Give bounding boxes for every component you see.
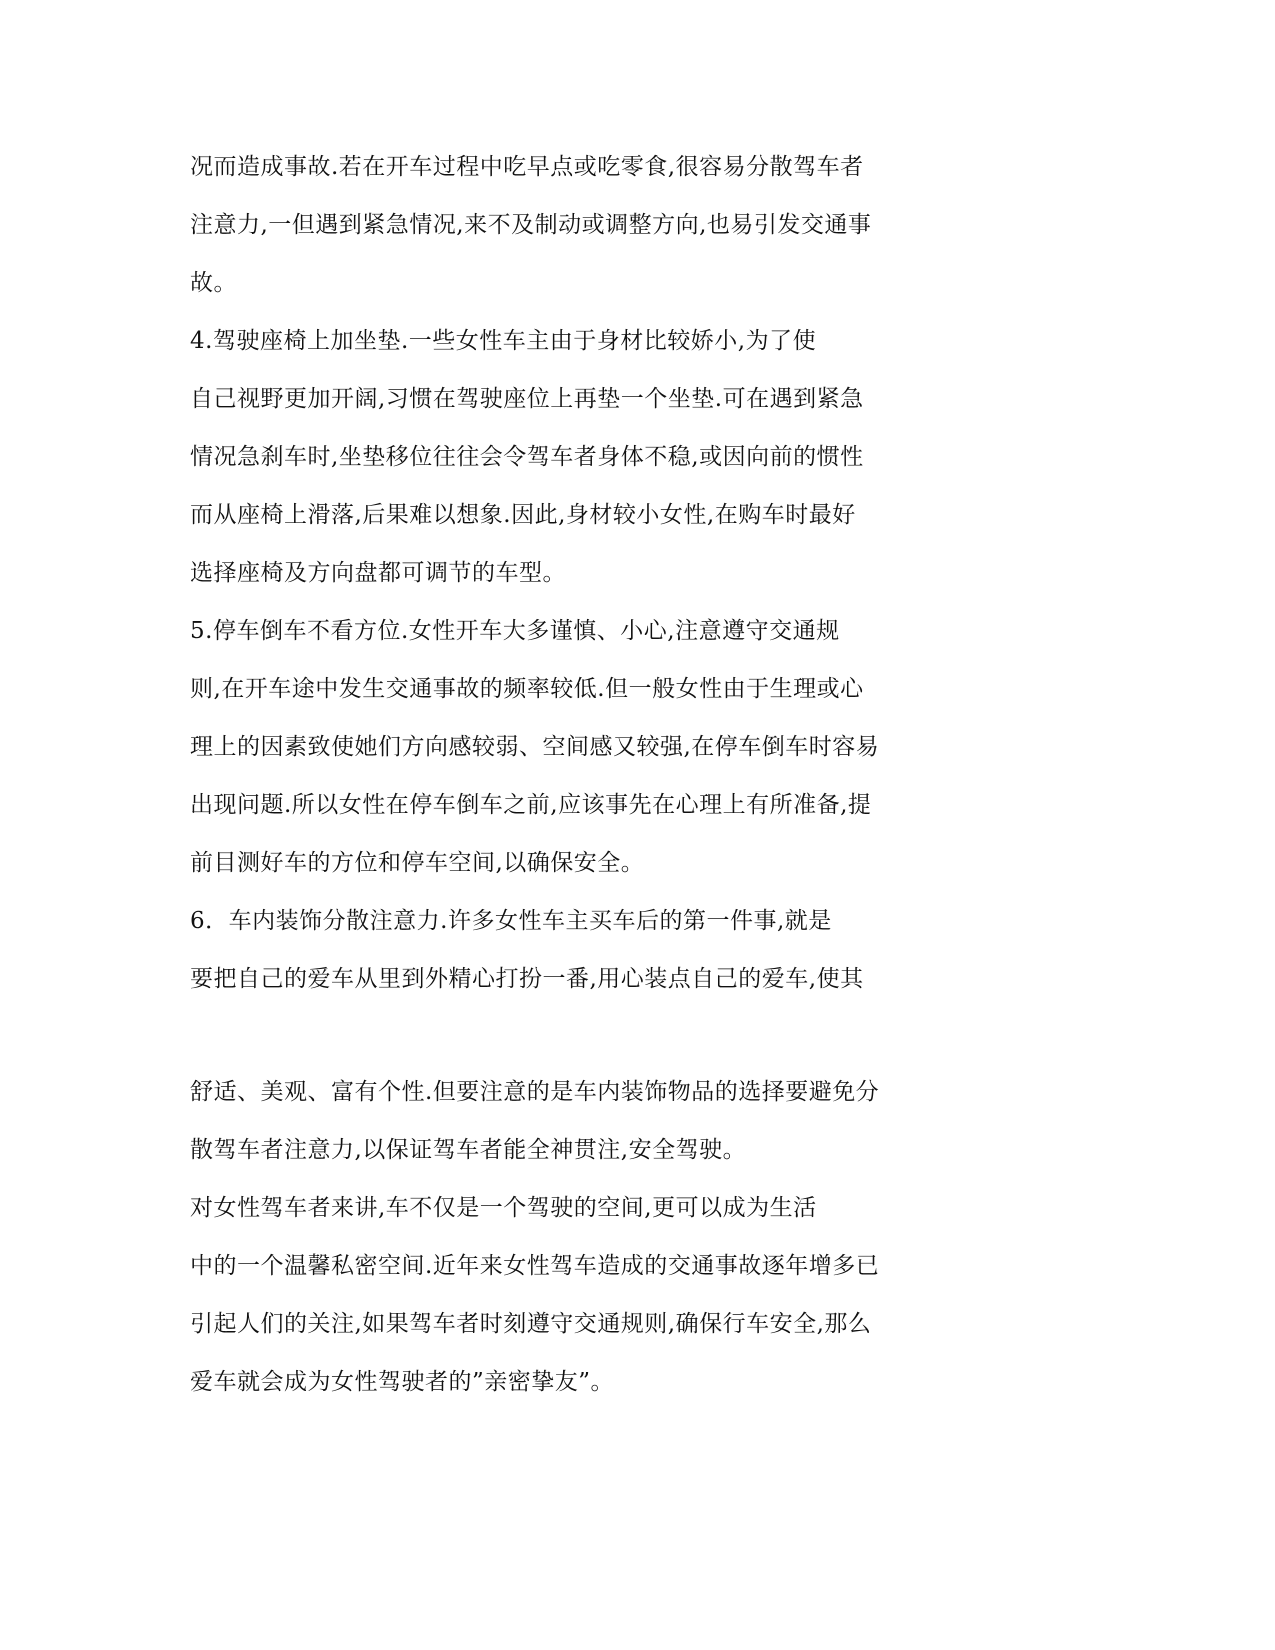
text-line: 对女性驾车者来讲,车不仅是一个驾驶的空间,更可以成为生活	[190, 1195, 817, 1221]
text-line: 要把自己的爱车从里到外精心打扮一番,用心装点自己的爱车,使其	[190, 966, 864, 992]
text-line: 出现问题.所以女性在停车倒车之前,应该事先在心理上有所准备,提	[190, 792, 872, 818]
text-line: 舒适、美观、富有个性.但要注意的是车内装饰物品的选择要避免分	[190, 1079, 880, 1105]
text-line: 注意力,一但遇到紧急情况,来不及制动或调整方向,也易引发交通事	[190, 212, 872, 238]
text-line: 况而造成事故.若在开车过程中吃早点或吃零食,很容易分散驾车者	[190, 154, 864, 180]
text-line: 5.停车倒车不看方位.女性开车大多谨慎、小心,注意遵守交通规	[190, 618, 840, 644]
text-line: 6．车内装饰分散注意力.许多女性车主买车后的第一件事,就是	[190, 908, 832, 934]
text-line: 4.驾驶座椅上加坐垫.一些女性车主由于身材比较娇小,为了使	[190, 328, 817, 354]
text-line: 散驾车者注意力,以保证驾车者能全神贯注,安全驾驶。	[190, 1137, 747, 1163]
text-line: 情况急刹车时,坐垫移位往往会令驾车者身体不稳,或因向前的惯性	[190, 444, 864, 470]
text-line: 理上的因素致使她们方向感较弱、空间感又较强,在停车倒车时容易	[190, 734, 880, 760]
text-line: 而从座椅上滑落,后果难以想象.因此,身材较小女性,在购车时最好	[190, 502, 856, 528]
text-line: 前目测好车的方位和停车空间,以确保安全。	[190, 850, 645, 876]
text-line: 引起人们的关注,如果驾车者时刻遵守交通规则,确保行车安全,那么	[190, 1311, 872, 1337]
text-line: 故。	[190, 270, 237, 296]
text-line: 自己视野更加开阔,习惯在驾驶座位上再垫一个坐垫.可在遇到紧急	[190, 386, 864, 412]
text-line: 选择座椅及方向盘都可调节的车型。	[190, 560, 566, 586]
text-line: 则,在开车途中发生交通事故的频率较低.但一般女性由于生理或心	[190, 676, 864, 702]
text-line: 中的一个温馨私密空间.近年来女性驾车造成的交通事故逐年增多已	[190, 1253, 880, 1279]
text-line: 爱车就会成为女性驾驶者的”亲密挚友”。	[190, 1369, 615, 1395]
